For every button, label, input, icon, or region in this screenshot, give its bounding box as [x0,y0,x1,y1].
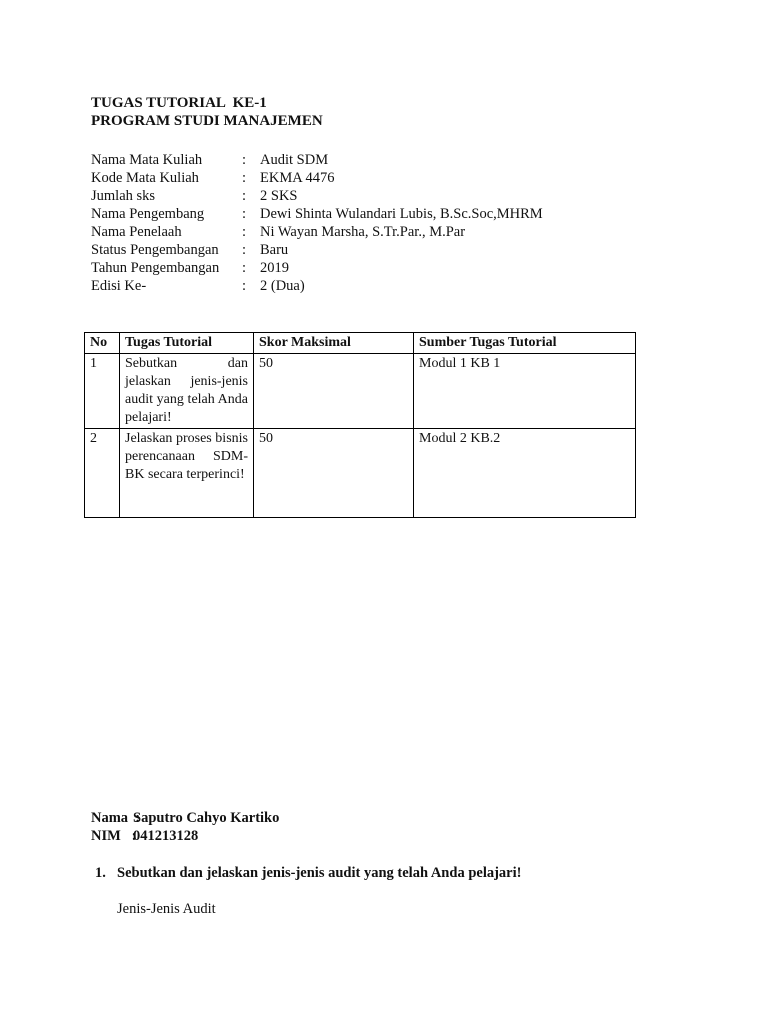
cell-source: Modul 1 KB 1 [414,354,636,429]
answer-text: Jenis-Jenis Audit [117,901,216,917]
info-label: Tahun Pengembangan [91,260,220,276]
cell-source: Modul 2 KB.2 [414,429,636,518]
student-name: Saputro Cahyo Kartiko [133,810,280,826]
info-colon: : [242,260,247,276]
info-colon: : [242,188,247,204]
document-heading [91,94,323,130]
course-info [91,151,543,295]
question-number: 1. [95,865,106,881]
student-identity [91,809,279,845]
column-header-task: Tugas Tutorial [120,333,254,354]
cell-no: 2 [85,429,120,518]
info-row [91,169,543,187]
info-row [91,151,543,169]
info-colon: : [242,224,247,240]
table-row [85,429,636,518]
student-name-label: Nama : [91,810,141,826]
student-nim-label: NIM : [91,828,137,844]
info-value: Dewi Shinta Wulandari Lubis, B.Sc.Soc,MHRM [260,206,543,222]
column-header-no: No [85,333,120,354]
info-value: 2 (Dua) [260,278,305,294]
info-value: Ni Wayan Marsha, S.Tr.Par., M.Par [260,224,466,240]
cell-task: Jelaskan proses bisnis perencanaan SDM-BK secara terperinci! [120,429,254,518]
table-row [85,354,636,429]
info-label: Kode Mata Kuliah [91,170,199,186]
info-label: Nama Penelaah [91,224,182,240]
info-row [91,223,543,241]
student-name-row [91,809,279,827]
info-value: Baru [260,242,289,258]
info-row [91,241,543,259]
info-label: Edisi Ke- [91,278,147,294]
question-text: Sebutkan dan jelaskan jenis-jenis audit yang telah Anda pelajari! [117,865,522,881]
student-nim: 041213128 [133,828,199,844]
info-label: Nama Pengembang [91,206,205,222]
info-value: EKMA 4476 [260,170,335,186]
cell-score: 50 [254,354,414,429]
info-label: Nama Mata Kuliah [91,152,203,168]
heading-program: PROGRAM STUDI MANAJEMEN [91,113,323,129]
table-header-row [85,333,636,354]
info-row [91,187,543,205]
question-item [95,864,521,882]
info-colon: : [242,278,247,294]
cell-score: 50 [254,429,414,518]
info-value: Audit SDM [260,152,329,168]
info-row [91,277,543,295]
info-colon: : [242,152,247,168]
heading-title: TUGAS TUTORIAL KE-1 [91,95,267,111]
tutorial-task-table [84,332,636,518]
info-label: Status Pengembangan [91,242,219,258]
info-colon: : [242,170,247,186]
info-label: Jumlah sks [91,188,156,204]
student-nim-row [91,827,279,845]
info-value: 2019 [260,260,289,276]
column-header-score: Skor Maksimal [254,333,414,354]
info-colon: : [242,206,247,222]
info-colon: : [242,242,247,258]
column-header-source: Sumber Tugas Tutorial [414,333,636,354]
info-row [91,259,543,277]
info-value: 2 SKS [260,188,298,204]
cell-task: Sebutkan dan jelaskan jenis-jenis audit yang telah Anda pelajari! [120,354,254,429]
info-row [91,205,543,223]
cell-no: 1 [85,354,120,429]
